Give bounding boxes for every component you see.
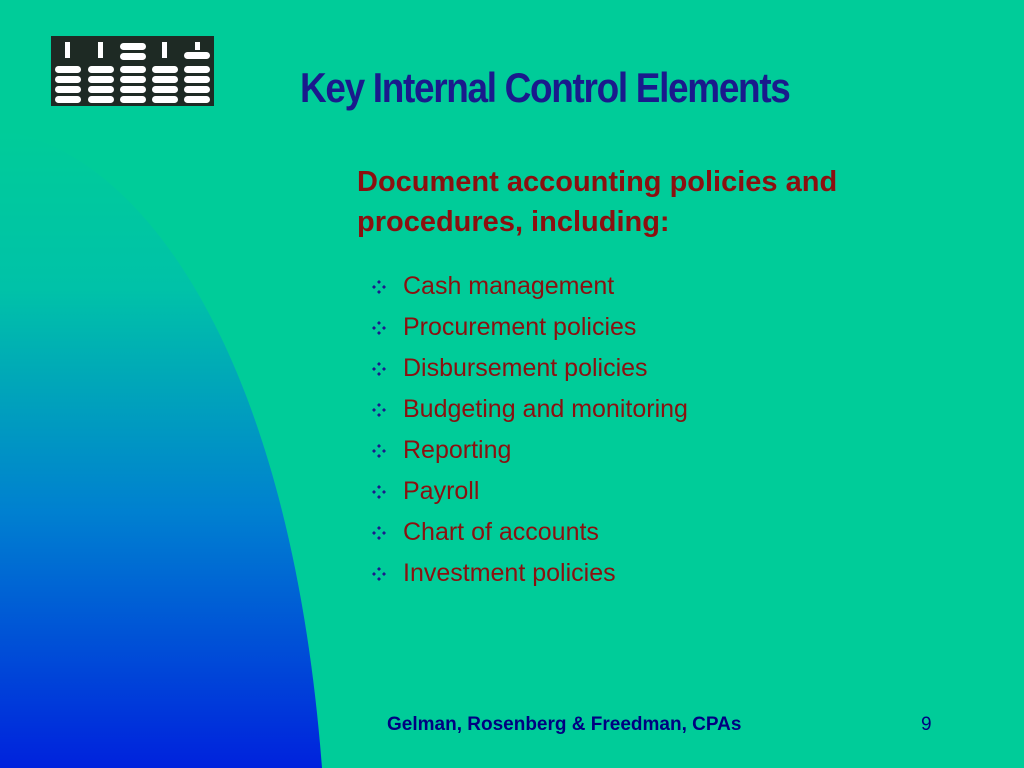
abacus-icon [51,36,214,106]
bullet-text: Cash management [403,272,615,300]
section-heading: Document accounting policies and procedures, including: [357,166,838,238]
list-item [370,512,688,553]
list-item [370,307,688,348]
diamond-bullet-icon [372,403,386,417]
bullet-list [370,266,688,594]
slide-title: Key Internal Control Elements [300,64,790,111]
list-item [370,348,688,389]
bullet-text: Procurement policies [403,313,637,341]
bullet-text: Reporting [403,436,512,464]
diamond-bullet-icon [372,485,386,499]
bullet-text: Chart of accounts [403,518,599,546]
bullet-text: Investment policies [403,559,616,587]
page-number: 9 [921,714,932,735]
list-item [370,553,688,594]
footer-firm-name: Gelman, Rosenberg & Freedman, CPAs [387,714,742,735]
list-item [370,389,688,430]
diamond-bullet-icon [372,280,386,294]
list-item [370,266,688,307]
diamond-bullet-icon [372,567,386,581]
diamond-bullet-icon [372,444,386,458]
bullet-text: Disbursement policies [403,354,648,382]
bullet-text: Payroll [403,477,480,505]
diamond-bullet-icon [372,362,386,376]
diamond-bullet-icon [372,526,386,540]
diamond-bullet-icon [372,321,386,335]
bullet-text: Budgeting and monitoring [403,395,688,423]
list-item [370,430,688,471]
list-item [370,471,688,512]
